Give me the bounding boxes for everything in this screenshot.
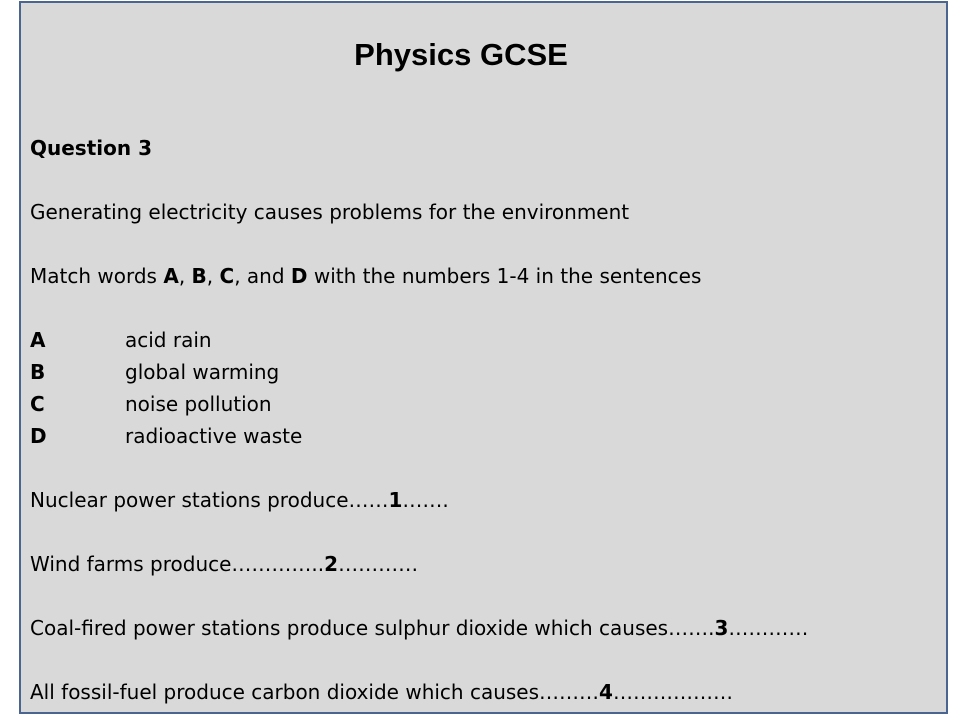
sentence-3 bbox=[30, 615, 808, 641]
instruction-letter-b: B bbox=[191, 264, 207, 288]
sentence-1 bbox=[30, 487, 449, 513]
instruction-letter-d: D bbox=[290, 264, 308, 288]
option-text-a: acid rain bbox=[125, 328, 212, 352]
instruction-sep-1: , bbox=[178, 264, 192, 288]
instruction-sep-2: , bbox=[206, 264, 220, 288]
option-letter-b: B bbox=[30, 360, 46, 384]
question-heading: Question 3 bbox=[30, 136, 152, 160]
option-text-c: noise pollution bbox=[125, 392, 272, 416]
instruction-letter-c: C bbox=[219, 264, 235, 288]
sentence-3-before: Coal-fired power stations produce sulphur dioxide which causes……. bbox=[30, 616, 715, 640]
page-title: Physics GCSE bbox=[354, 37, 568, 72]
instruction-suffix: with the numbers 1-4 in the sentences bbox=[307, 264, 702, 288]
sentence-4-number: 4 bbox=[599, 680, 613, 704]
sentence-3-number: 3 bbox=[714, 616, 729, 640]
question-intro: Generating electricity causes problems for the environment bbox=[30, 200, 630, 224]
instruction-sep-3: , and bbox=[234, 264, 291, 288]
sentence-2-number: 2 bbox=[324, 552, 339, 576]
sentence-2-before: Wind farms produce………….. bbox=[30, 552, 325, 576]
sentence-4-before: All fossil-fuel produce carbon dioxide which causes……… bbox=[30, 680, 600, 704]
sentence-4 bbox=[30, 679, 733, 705]
option-text-d: radioactive waste bbox=[125, 424, 303, 448]
instruction-letter-a: A bbox=[163, 264, 179, 288]
sentence-2-after: ………… bbox=[338, 552, 419, 576]
sentence-1-before: Nuclear power stations produce…… bbox=[30, 488, 389, 512]
sentence-2 bbox=[30, 551, 418, 577]
sentence-1-after: ……. bbox=[402, 488, 449, 512]
instruction-text bbox=[30, 263, 701, 289]
question-slide bbox=[19, 1, 948, 714]
sentence-1-number: 1 bbox=[388, 488, 403, 512]
option-letter-a: A bbox=[30, 328, 46, 352]
instruction-prefix: Match words bbox=[30, 264, 164, 288]
sentence-4-after: ……………… bbox=[612, 680, 733, 704]
sentence-3-after: ………… bbox=[728, 616, 809, 640]
option-letter-c: C bbox=[30, 392, 45, 416]
option-text-b: global warming bbox=[125, 360, 280, 384]
option-letter-d: D bbox=[30, 424, 47, 448]
